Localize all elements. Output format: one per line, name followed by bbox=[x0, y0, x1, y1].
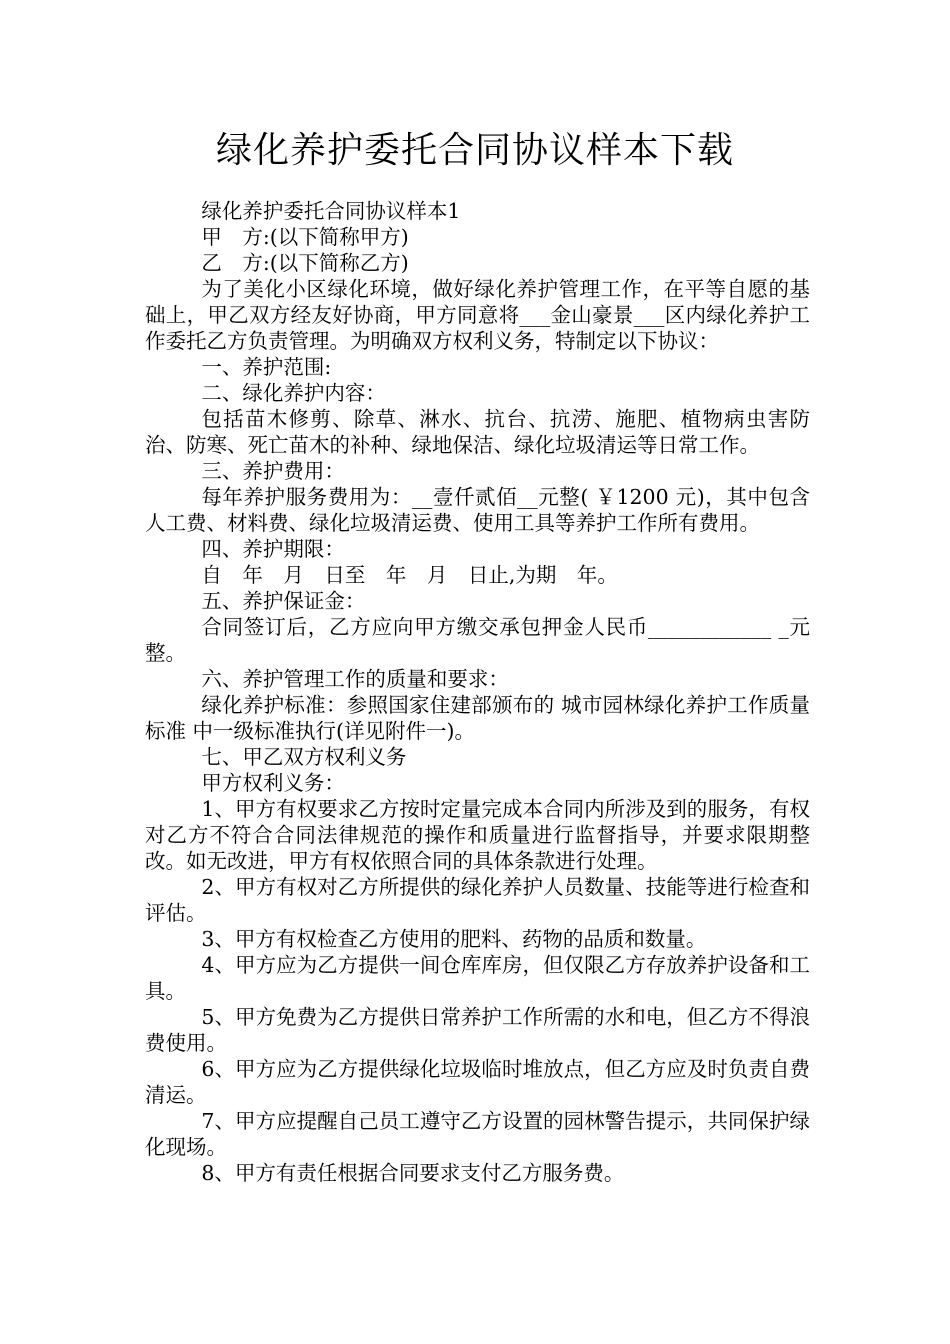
paragraph: 三、养护费用： bbox=[201, 459, 345, 483]
paragraph: 合同签订后，乙方应向甲方缴交承包押金人民币____________ _元整。 bbox=[145, 615, 810, 665]
paragraph: 4、甲方应为乙方提供一间仓库库房，但仅限乙方存放养护设备和工具。 bbox=[145, 953, 810, 1003]
paragraph: 甲方权利义务： bbox=[201, 771, 345, 795]
paragraph: 每年养护服务费用为：__壹仟贰佰__元整( ￥1200 元)，其中包含人工费、材料费、绿化垃圾清运费、使用工具等养护工作所有费用。 bbox=[145, 485, 810, 535]
paragraph: 二、绿化养护内容： bbox=[201, 381, 386, 405]
paragraph: 七、甲乙双方权利义务 bbox=[201, 745, 407, 769]
paragraph: 1、甲方有权要求乙方按时定量完成本合同内所涉及到的服务，有权对乙方不符合合同法律规范的操作和质量进行监督指导，并要求限期整改。如无改进，甲方有权依照合同的具体条款进行处理。 bbox=[145, 797, 810, 873]
document-title: 绿化养护委托合同协议样本下载 bbox=[215, 130, 734, 171]
paragraph: 五、养护保证金： bbox=[201, 589, 366, 613]
paragraph: 四、养护期限： bbox=[201, 537, 345, 561]
paragraph: 2、甲方有权对乙方所提供的绿化养护人员数量、技能等进行检查和评估。 bbox=[145, 875, 810, 925]
paragraph: 乙 方:(以下简称乙方) bbox=[201, 251, 409, 275]
paragraph: 绿化养护标准：参照国家住建部颁布的 城市园林绿化养护工作质量标准 中一级标准执行(详见附件一)。 bbox=[145, 693, 810, 743]
paragraph: 包括苗木修剪、除草、淋水、抗台、抗涝、施肥、植物病虫害防治、防寒、死亡苗木的补种、绿地保洁、绿化垃圾清运等日常工作。 bbox=[145, 407, 810, 457]
paragraph: 自 年 月 日至 年 月 日止,为期 年。 bbox=[201, 563, 618, 587]
paragraph: 3、甲方有权检查乙方使用的肥料、药物的品质和数量。 bbox=[201, 927, 707, 951]
paragraph: 5、甲方免费为乙方提供日常养护工作所需的水和电，但乙方不得浪费使用。 bbox=[145, 1005, 810, 1055]
paragraph: 六、养护管理工作的质量和要求： bbox=[201, 667, 509, 691]
paragraph: 绿化养护委托合同协议样本1 bbox=[201, 199, 461, 223]
paragraph: 为了美化小区绿化环境，做好绿化养护管理工作，在平等自愿的基础上，甲乙双方经友好协商，甲方同意将___金山豪景___区内绿化养护工作委托乙方负责管理。为明确双方权利义务，特制定以下协议： bbox=[145, 277, 810, 353]
paragraph: 6、甲方应为乙方提供绿化垃圾临时堆放点，但乙方应及时负责自费清运。 bbox=[145, 1057, 810, 1107]
document-body bbox=[145, 198, 810, 1186]
paragraph: 7、甲方应提醒自己员工遵守乙方设置的园林警告提示，共同保护绿化现场。 bbox=[145, 1109, 810, 1159]
paragraph: 一、养护范围: bbox=[201, 355, 332, 379]
paragraph: 甲 方:(以下简称甲方) bbox=[201, 225, 409, 249]
paragraph: 8、甲方有责任根据合同要求支付乙方服务费。 bbox=[201, 1161, 625, 1185]
